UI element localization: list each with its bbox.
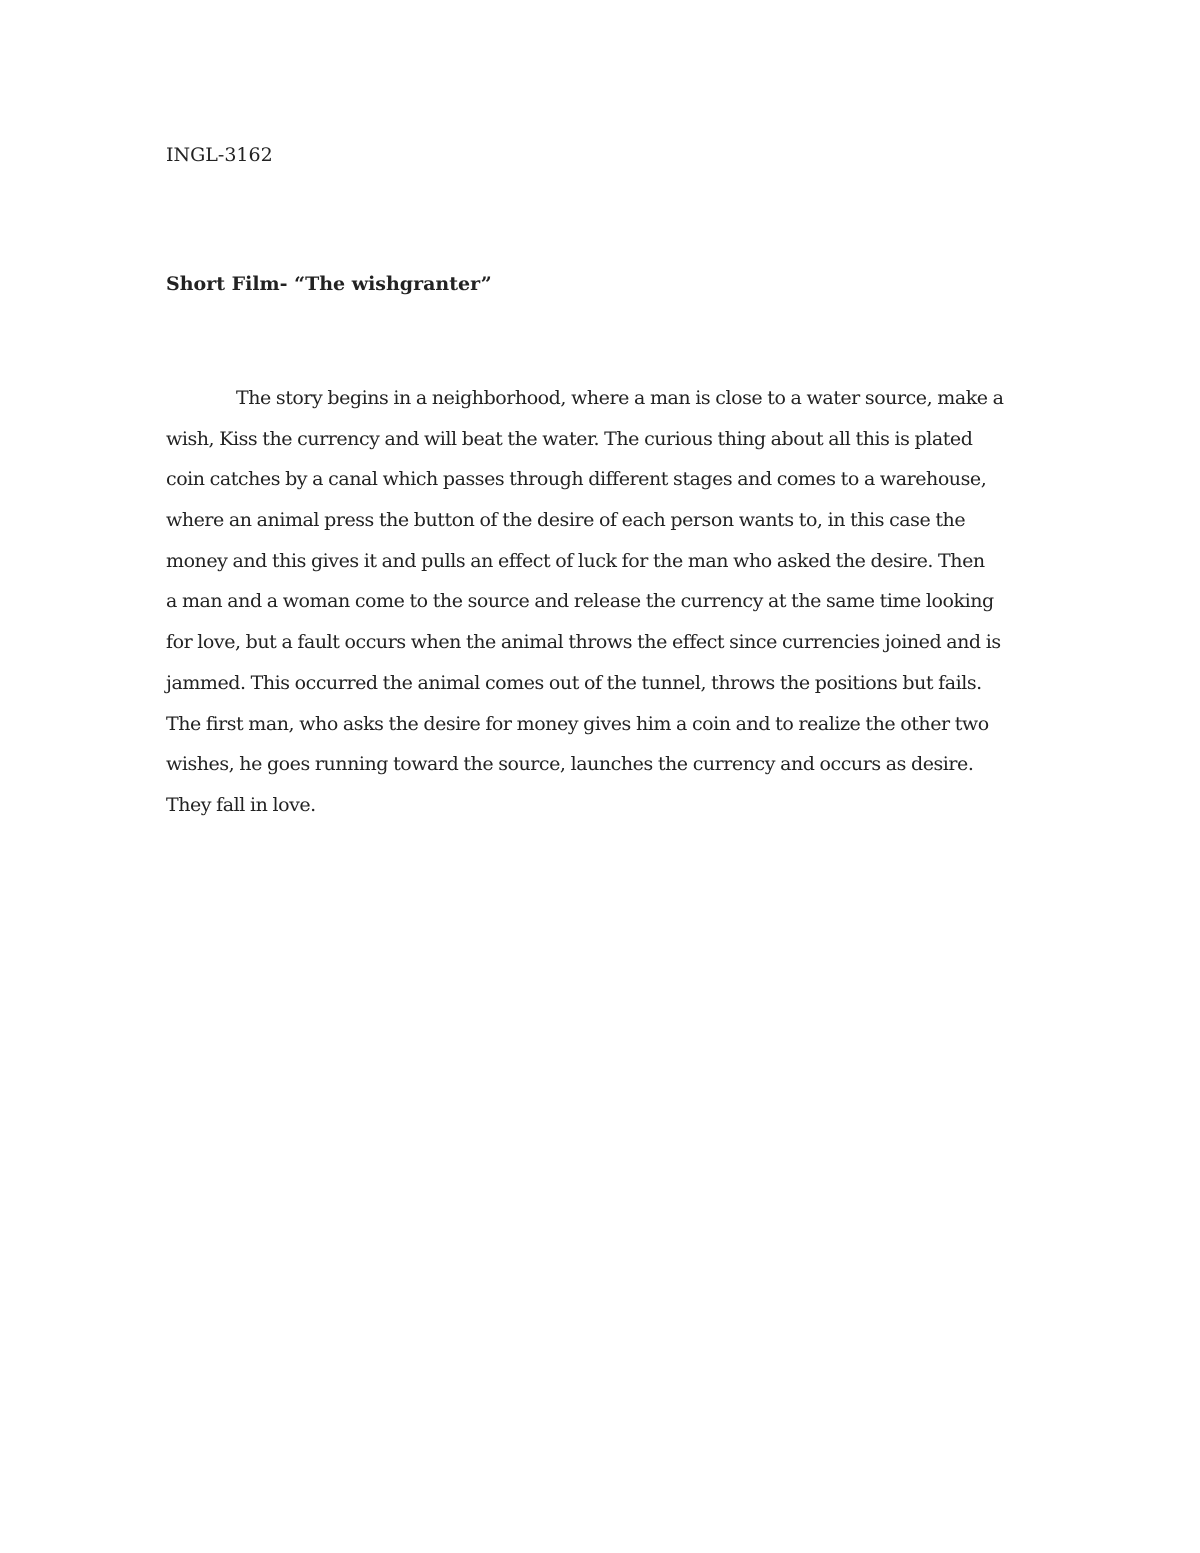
paragraph-line: where an animal press the button of the desire of each person wants to, in this case the [166,509,966,532]
course-code: INGL-3162 [166,144,273,166]
paragraph-line: coin catches by a canal which passes through different stages and comes to a warehouse, [166,468,987,491]
body-paragraph [166,384,1046,832]
paragraph-line: The first man, who asks the desire for money gives him a coin and to realize the other two [166,712,989,735]
document-title: Short Film- “The wishgranter” [166,273,492,295]
paragraph-line: wishes, he goes running toward the source, launches the currency and occurs as desire. [166,753,974,776]
paragraph-line: The story begins in a neighborhood, where a man is close to a water source, make a [236,387,1004,409]
paragraph-line: wish, Kiss the currency and will beat the water. The curious thing about all this is plated [166,427,973,450]
paragraph-line: money and this gives it and pulls an effect of luck for the man who asked the desire. Then [166,549,985,572]
paragraph-line: a man and a woman come to the source and release the currency at the same time looking [166,590,994,613]
paragraph-line: They fall in love. [166,793,316,816]
paragraph-line: for love, but a fault occurs when the animal throws the effect since currencies joined and is [166,631,1001,654]
paragraph-line: jammed. This occurred the animal comes out of the tunnel, throws the positions but fails. [166,671,982,694]
